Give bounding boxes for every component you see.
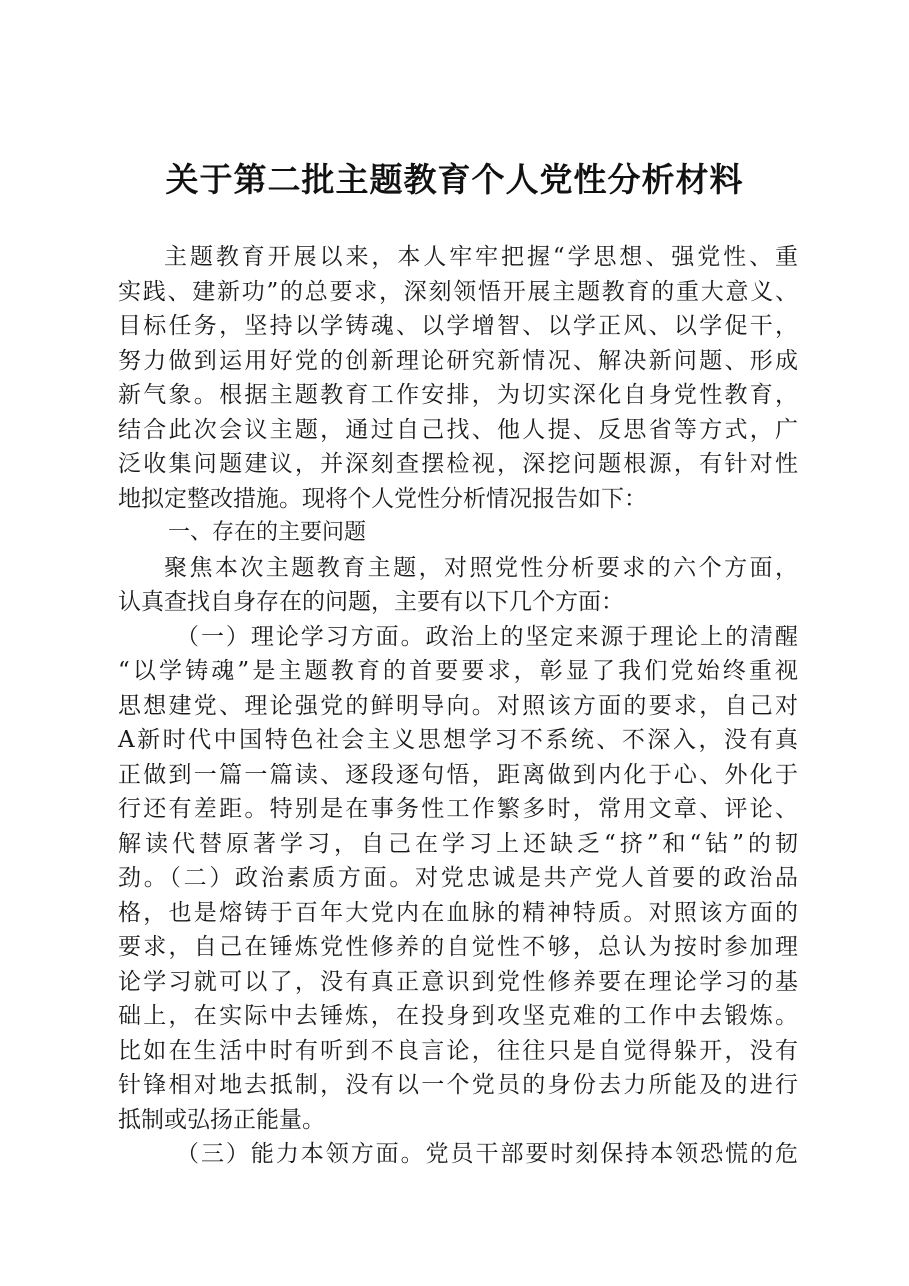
paragraph-line: 主题教育开展以来，本人牢牢把握“学思想、强党性、重 [164,244,798,270]
paragraph-line: 聚焦本次主题教育主题，对照党性分析要求的六个方面， [164,554,798,581]
paragraph-line: 格，也是熔铸于百年大党内在血脉的精神特质。对照该方面的 [118,899,798,926]
paragraph-line: 论学习就可以了，没有真正意识到党性修养要在理论学习的基 [118,968,798,995]
paragraph-line: 础上，在实际中去锤炼，在投身到攻坚克难的工作中去锻炼。 [118,1003,798,1029]
paragraph-line: 行还有差距。特别是在事务性工作繁多时，常用文章、评论、 [118,796,798,822]
paragraph-line: （三）能力本领方面。党员干部要时刻保持本领恐慌的危 [176,1141,798,1167]
paragraph-line: 要求，自己在锤炼党性修养的自觉性不够，总认为按时参加理 [118,934,798,960]
paragraph-line: A新时代中国特色社会主义思想学习不系统、不深入，没有真 [118,727,798,753]
paragraph-line: 抵制或弘扬正能量。 [118,1106,325,1133]
paragraph-line: 努力做到运用好党的创新理论研究新情况、解决新问题、形成 [118,347,798,374]
paragraph-line: 比如在生活中时有听到不良言论，往往只是自觉得躲开，没有 [118,1037,798,1064]
paragraph-line: 结合此次会议主题，通过自己找、他人提、反思省等方式，广 [118,416,798,443]
paragraph-line: 劲。（二）政治素质方面。对党忠诚是共产党人首要的政治品 [118,865,798,891]
paragraph-line: （一）理论学习方面。政治上的坚定来源于理论上的清醒 [176,623,798,650]
paragraph-line: 地拟定整改措施。现将个人党性分析情况报告如下： [118,485,647,512]
paragraph-line: 思想建党、理论强党的鲜明导向。对照该方面的要求，自己对 [118,692,798,719]
paragraph-line: 目标任务，坚持以学铸魂、以学增智、以学正风、以学促干， [118,313,798,339]
document-title: 关于第二批主题教育个人党性分析材料 [165,160,744,199]
paragraph-line: 解读代替原著学习，自己在学习上还缺乏“挤”和“钻”的韧 [118,830,798,857]
document-body [118,240,798,1172]
paragraph-line: 实践、建新功”的总要求，深刻领悟开展主题教育的重大意义、 [118,278,798,305]
paragraph-line: “以学铸魂”是主题教育的首要要求，彰显了我们党始终重视 [118,658,798,684]
section-heading: 一、存在的主要问题 [168,520,367,545]
paragraph-line: 正做到一篇一篇读、逐段逐句悟，距离做到内化于心、外化于 [118,761,798,788]
paragraph-line: 泛收集问题建议，并深刻查摆检视，深挖问题根源，有针对性 [118,451,798,477]
paragraph-line: 新气象。根据主题教育工作安排，为切实深化自身党性教育， [118,382,798,408]
paragraph-line: 针锋相对地去抵制，没有以一个党员的身份去力所能及的进行 [118,1072,798,1098]
paragraph-line: 认真查找自身存在的问题，主要有以下几个方面： [118,589,624,615]
